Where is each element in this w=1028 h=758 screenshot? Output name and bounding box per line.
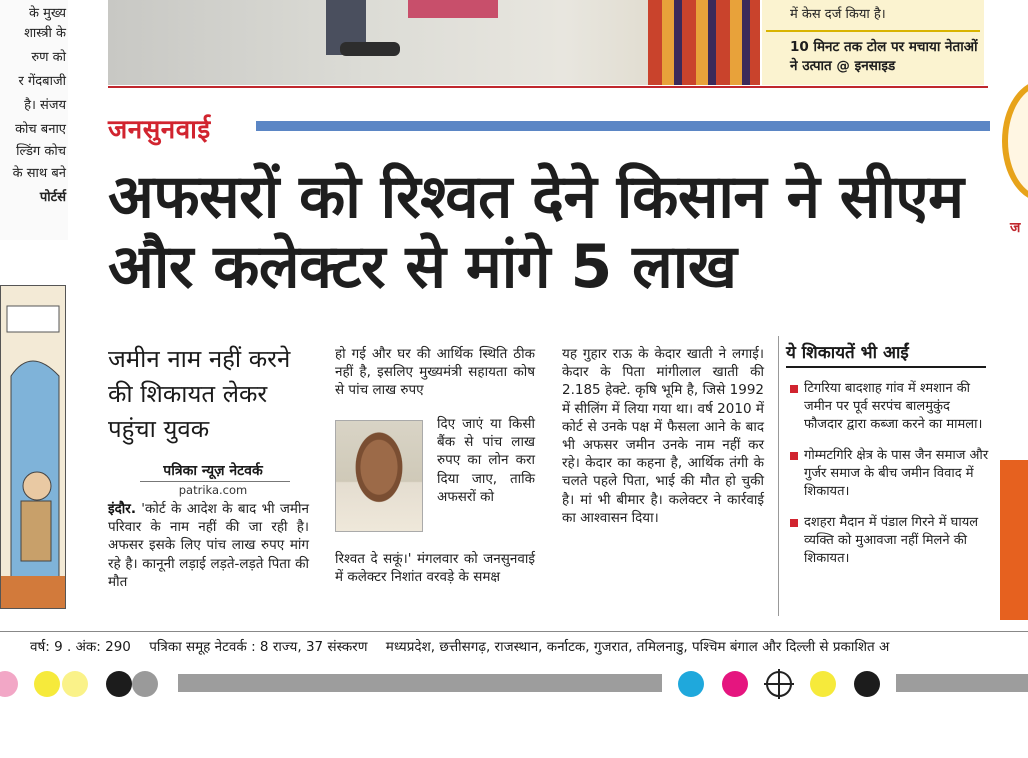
headline: अफसरों को रिश्वत देने किसान ने सीएम और कलेक्टर से मांगे 5 लाख (108, 162, 964, 302)
published-states: मध्यप्रदेश, छत्तीसगढ़, राजस्थान, कर्नाटक, गुजरात, तमिलनाडु, पश्चिम बंगाल और दिल्ली से प्रकाशित अ (385, 639, 890, 655)
body-column-3: यह गुहार राऊ के केदार खाती ने लगाई। केदार के पिता मांगीलाल खाती की 2.185 हेक्टे. कृषि भूमि है, जिसे 1992 में सीलिंग में लिया गया था। वर्ष 2010 में कोर्ट से उनके पक्ष में फैसला आने के बाद भी अफसर जमीन उनके नाम नहीं कर रहे। केदार का कहना है, आर्थिक तंगी के चलते पहले पिता, भाई की मौत हो चुकी है। मां भी बीमार है। कलेक्टर ने कार्रवाई का आश्वासन दिया। (562, 346, 764, 526)
adjacent-column-fragment (0, 0, 68, 240)
farmer-portrait-photo (335, 420, 423, 532)
body-column-2-wrap: दिए जाएं या किसी बैंक से पांच लाख रुपए का लोन करा दिया जाए, ताकि अफसरों को (437, 416, 535, 505)
square-bullet-icon (790, 385, 798, 393)
square-bullet-icon (790, 519, 798, 527)
square-bullet-icon (790, 452, 798, 460)
fragment-line: पोर्टर्स (39, 190, 66, 205)
section-kicker: जनसुनवाई (108, 115, 211, 145)
cartoon-panel (0, 285, 66, 609)
edition-footer (0, 637, 1028, 655)
dateline: इंदौर. (108, 501, 136, 517)
website-credit: patrika.com (178, 483, 248, 497)
teaser-link-text[interactable]: 10 मिनट तक टोल पर मचाया नेताओं ने उत्पात @ इनसाइड (790, 39, 978, 74)
volume-issue: वर्ष: 9 . अंक: 290 (30, 639, 131, 655)
body-text: 'कोर्ट के आदेश के बाद भी जमीन परिवार के नाम नहीं की जा रही है। अफसर इसके लिए पांच लाख रुपए मांग रहे है। कानूनी लड़ाई लड़ते-लड़ते पिता की मौत (108, 501, 309, 590)
divider (0, 631, 1028, 632)
divider (786, 366, 986, 368)
body-column-2-top: हो गई और घर की आर्थिक स्थिति ठीक नहीं है, इसलिए मुख्यमंत्री सहायता कोष से पांच लाख रुपए (335, 346, 535, 399)
network-info: पत्रिका समूह नेटवर्क : 8 राज्य, 37 संस्करण (149, 639, 368, 655)
list-item: टिगरिया बादशाह गांव में श्मशान की जमीन पर पूर्व सरपंच बालमुकुंद फौजदार द्वारा कब्जा करने का मामला। (790, 380, 990, 434)
fragment-line: र गेंदबाजी (18, 74, 66, 89)
subheadline: जमीन नाम नहीं करने की शिकायत लेकर पहुंचा युवक (108, 345, 291, 443)
column-divider (778, 336, 779, 616)
fragment-line: ल्डिंग कोच (16, 144, 66, 159)
fragment-line: के साथ बने (12, 166, 66, 181)
fragment-line: शास्त्री के (24, 26, 66, 41)
complaints-heading: ये शिकायतें भी आईं (786, 343, 909, 363)
fragment-line: कोच बनाए (15, 122, 66, 137)
divider (140, 481, 290, 482)
body-column-1 (108, 500, 309, 591)
divider (108, 86, 988, 88)
body-column-2-bottom: रिश्वत दे सकूं।' मंगलवार को जनसुनवाई में कलेक्टर निशांत वरवड़े के समक्ष (335, 551, 535, 586)
top-photo (108, 0, 760, 85)
adjacent-ad-fragment: ज (996, 40, 1028, 620)
list-item: दशहरा मैदान में पंडाल गिरने में घायल व्यक्ति को मुआवजा नहीं मिलने की शिकायत। (790, 514, 990, 568)
fragment-line: है। संजय (24, 98, 66, 113)
list-item: गोम्मटगिरि क्षेत्र के पास जैन समाज और गुर्जर समाज के बीच जमीन विवाद में शिकायत। (790, 447, 990, 501)
complaints-list (790, 380, 990, 581)
registration-cross-icon (766, 671, 792, 697)
byline: पत्रिका न्यूज़ नेटवर्क (163, 463, 263, 479)
teaser-previous-line: में केस दर्ज किया है। (790, 7, 886, 22)
fragment-line: रुण को (31, 50, 66, 65)
top-right-teaser-box (762, 0, 984, 85)
fragment-line: के मुख्य (28, 6, 66, 21)
kicker-bar (256, 121, 990, 131)
